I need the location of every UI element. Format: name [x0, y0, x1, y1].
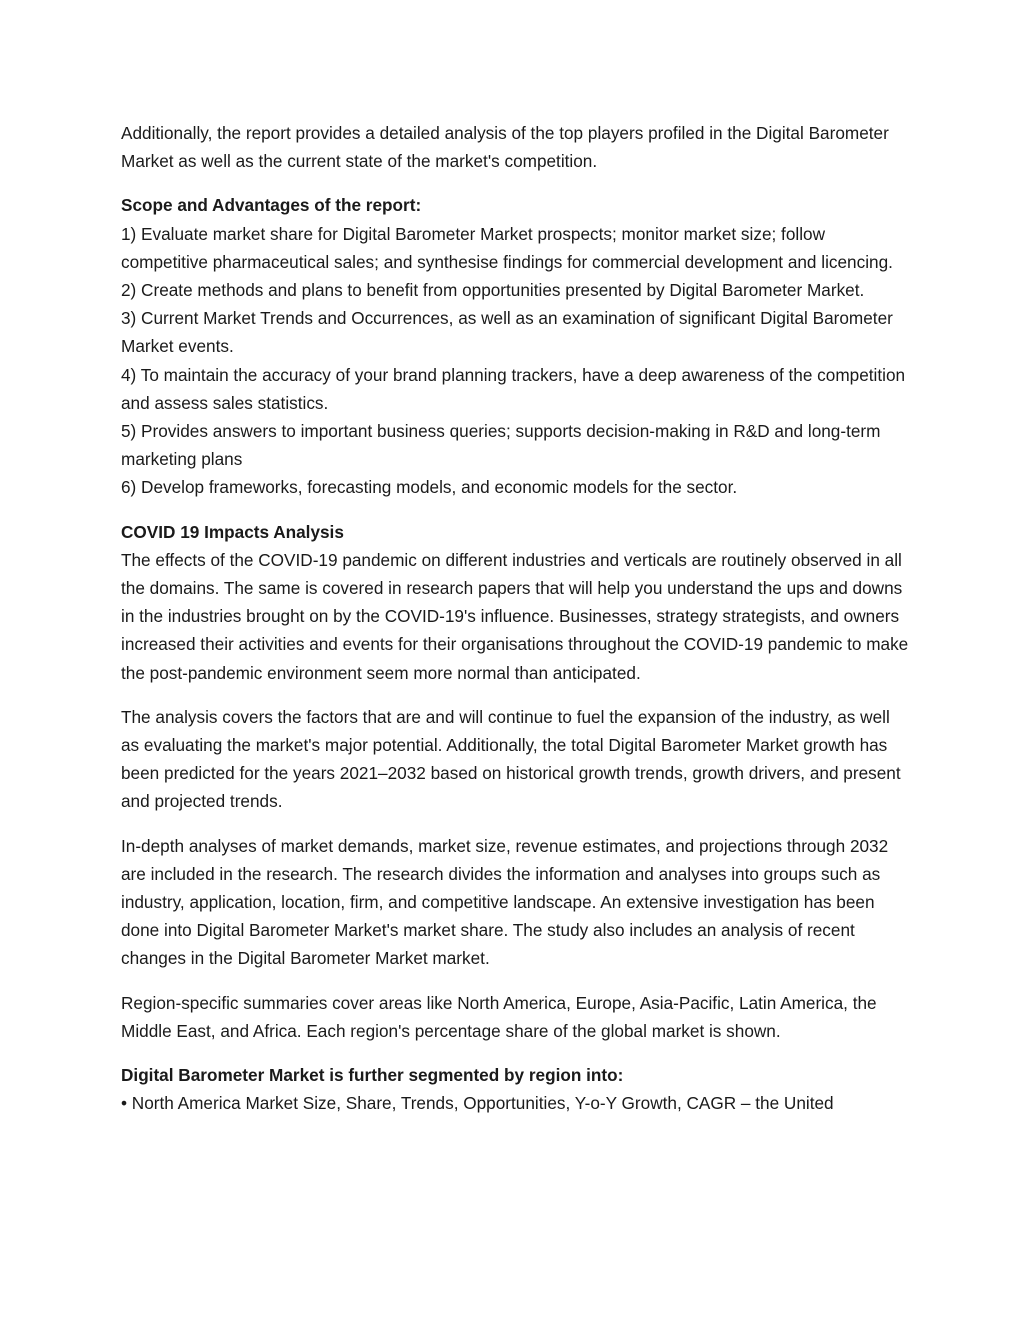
- indepth-paragraph: In-depth analyses of market demands, market size, revenue estimates, and projections through 2032 are included in the research. The research divides the information and analyses into groups such as industry, application, location, firm, and competitive landscape. An extensive investigation has been done into Digital Barometer Market's market share. The study also includes an analysis of recent changes in the Digital Barometer Market market.: [121, 835, 889, 969]
- analysis-paragraph: The analysis covers the factors that are and will continue to fuel the expansion of the industry, as well as evaluating the market's major potential. Additionally, the total Digital Barometer Market growth has been predicted for the years 2021–2032 based on historical growth trends, growth drivers, and present and projected trends.: [121, 706, 901, 812]
- covid-section: [121, 518, 911, 687]
- segmented-section: [121, 1061, 911, 1117]
- bullet-north-america: • North America Market Size, Share, Trends, Opportunities, Y-o-Y Growth, CAGR – the United: [121, 1093, 834, 1114]
- scope-item-4: 4) To maintain the accuracy of your brand planning trackers, have a deep awareness of the competition and assess sales statistics.: [121, 364, 906, 413]
- intro-paragraph: Additionally, the report provides a detailed analysis of the top players profiled in the Digital Barometer Market as well as the current state of the market's competition.: [121, 123, 889, 172]
- scope-item-6: 6) Develop frameworks, forecasting models, and economic models for the sector.: [121, 477, 738, 498]
- scope-item-5: 5) Provides answers to important business queries; supports decision-making in R&D and long-term marketing plans: [121, 421, 881, 470]
- scope-heading: Scope and Advantages of the report:: [121, 195, 422, 216]
- regions-paragraph: Region-specific summaries cover areas like North America, Europe, Asia-Pacific, Latin America, the Middle East, and Africa. Each region's percentage share of the global market is shown.: [121, 992, 877, 1041]
- covid-heading: COVID 19 Impacts Analysis: [121, 521, 344, 542]
- segmented-heading: Digital Barometer Market is further segmented by region into:: [121, 1065, 624, 1086]
- covid-paragraph: The effects of the COVID-19 pandemic on different industries and verticals are routinely observed in all the domains. The same is covered in research papers that will help you understand the ups and downs in the industries brought on by the COVID-19's influence. Businesses, strategy strategists, and owners increased their activities and events for their organisations throughout the COVID-19 pandemic to make the post-pandemic environment seem more normal than anticipated.: [121, 549, 909, 683]
- document-page: [121, 119, 911, 1134]
- scope-section: [121, 191, 911, 501]
- scope-item-1: 1) Evaluate market share for Digital Barometer Market prospects; monitor market size; follow competitive pharmaceutical sales; and synthesise findings for commercial development and licencing.: [121, 223, 893, 272]
- scope-item-3: 3) Current Market Trends and Occurrences, as well as an examination of significant Digital Barometer Market events.: [121, 308, 893, 357]
- scope-item-2: 2) Create methods and plans to benefit from opportunities presented by Digital Barometer Market.: [121, 280, 865, 301]
